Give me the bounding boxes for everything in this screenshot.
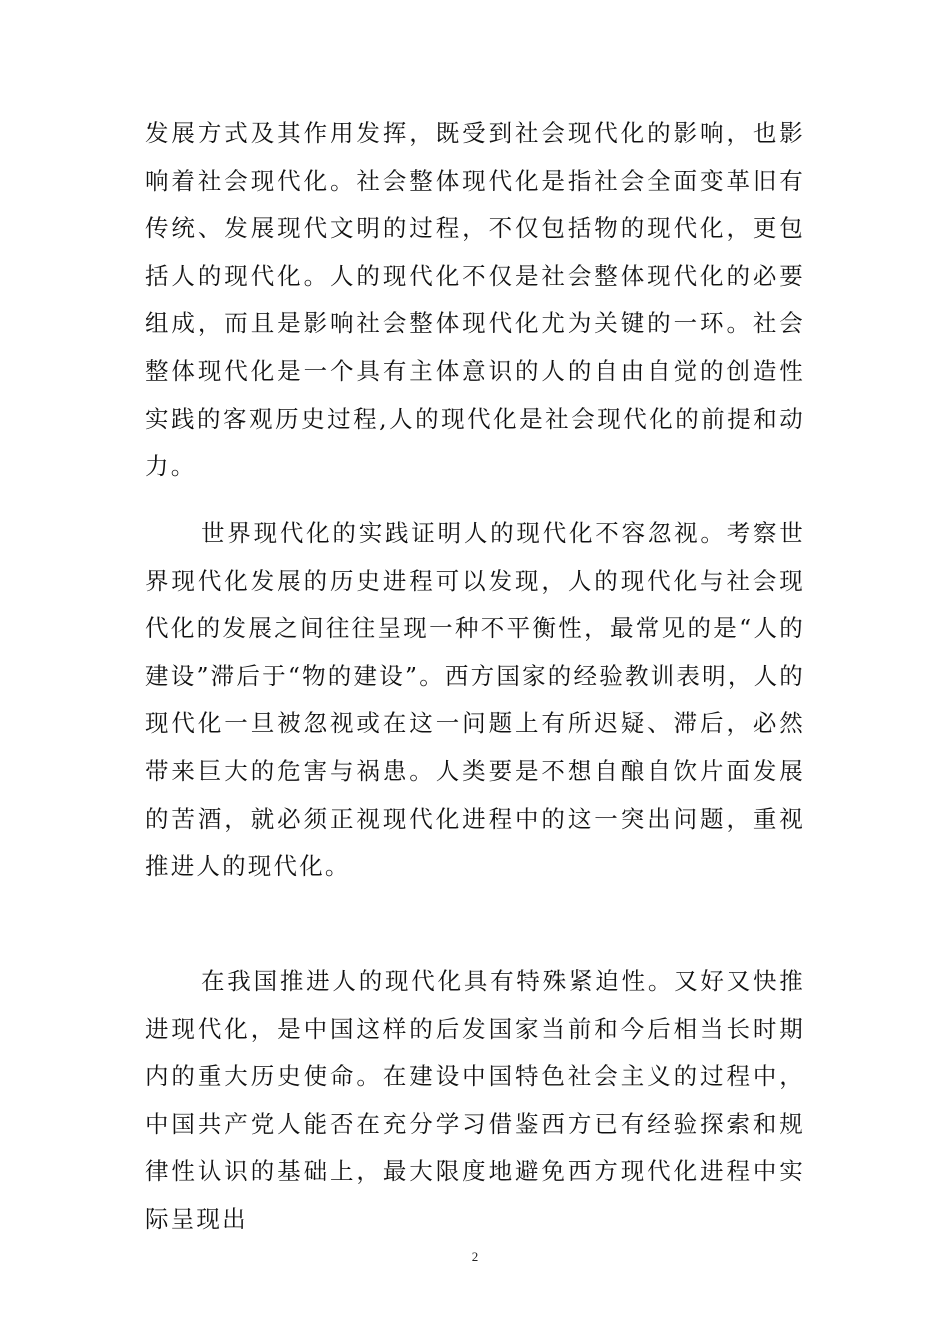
page-number: 2: [471, 1249, 479, 1264]
paragraph-continuation: 发展方式及其作用发挥，既受到社会现代化的影响，也影响着社会现代化。社会整体现代化是指社会全面变革旧有传统、发展现代文明的过程，不仅包括物的现代化，更包括人的现代化。人的现代化不仅是社会整体现代化的必要组成，而且是影响社会整体现代化尤为关键的一环。社会整体现代化是一个具有主体意识的人的自由自觉的创造性实践的客观历史过程,人的现代化是社会现代化的前提和动力。: [145, 119, 805, 481]
paragraph-china-modernization: 在我国推进人的现代化具有特殊紧迫性。又好又快推进现代化，是中国这样的后发国家当前和今后相当长时期内的重大历史使命。在建设中国特色社会主义的过程中，中国共产党人能否在充分学习借鉴西方已有经验探索和规律性认识的基础上，最大限度地避免西方现代化进程中实际呈现出: [145, 967, 805, 1233]
paragraph-world-modernization: 世界现代化的实践证明人的现代化不容忽视。考察世界现代化发展的历史进程可以发现，人的现代化与社会现代化的发展之间往往呈现一种不平衡性，最常见的是“人的建设”滞后于“物的建设”。西方国家的经验教训表明，人的现代化一旦被忽视或在这一问题上有所迟疑、滞后，必然带来巨大的危害与祸患。人类要是不想自酿自饮片面发展的苦酒，就必须正视现代化进程中的这一突出问题，重视推进人的现代化。: [145, 519, 805, 881]
